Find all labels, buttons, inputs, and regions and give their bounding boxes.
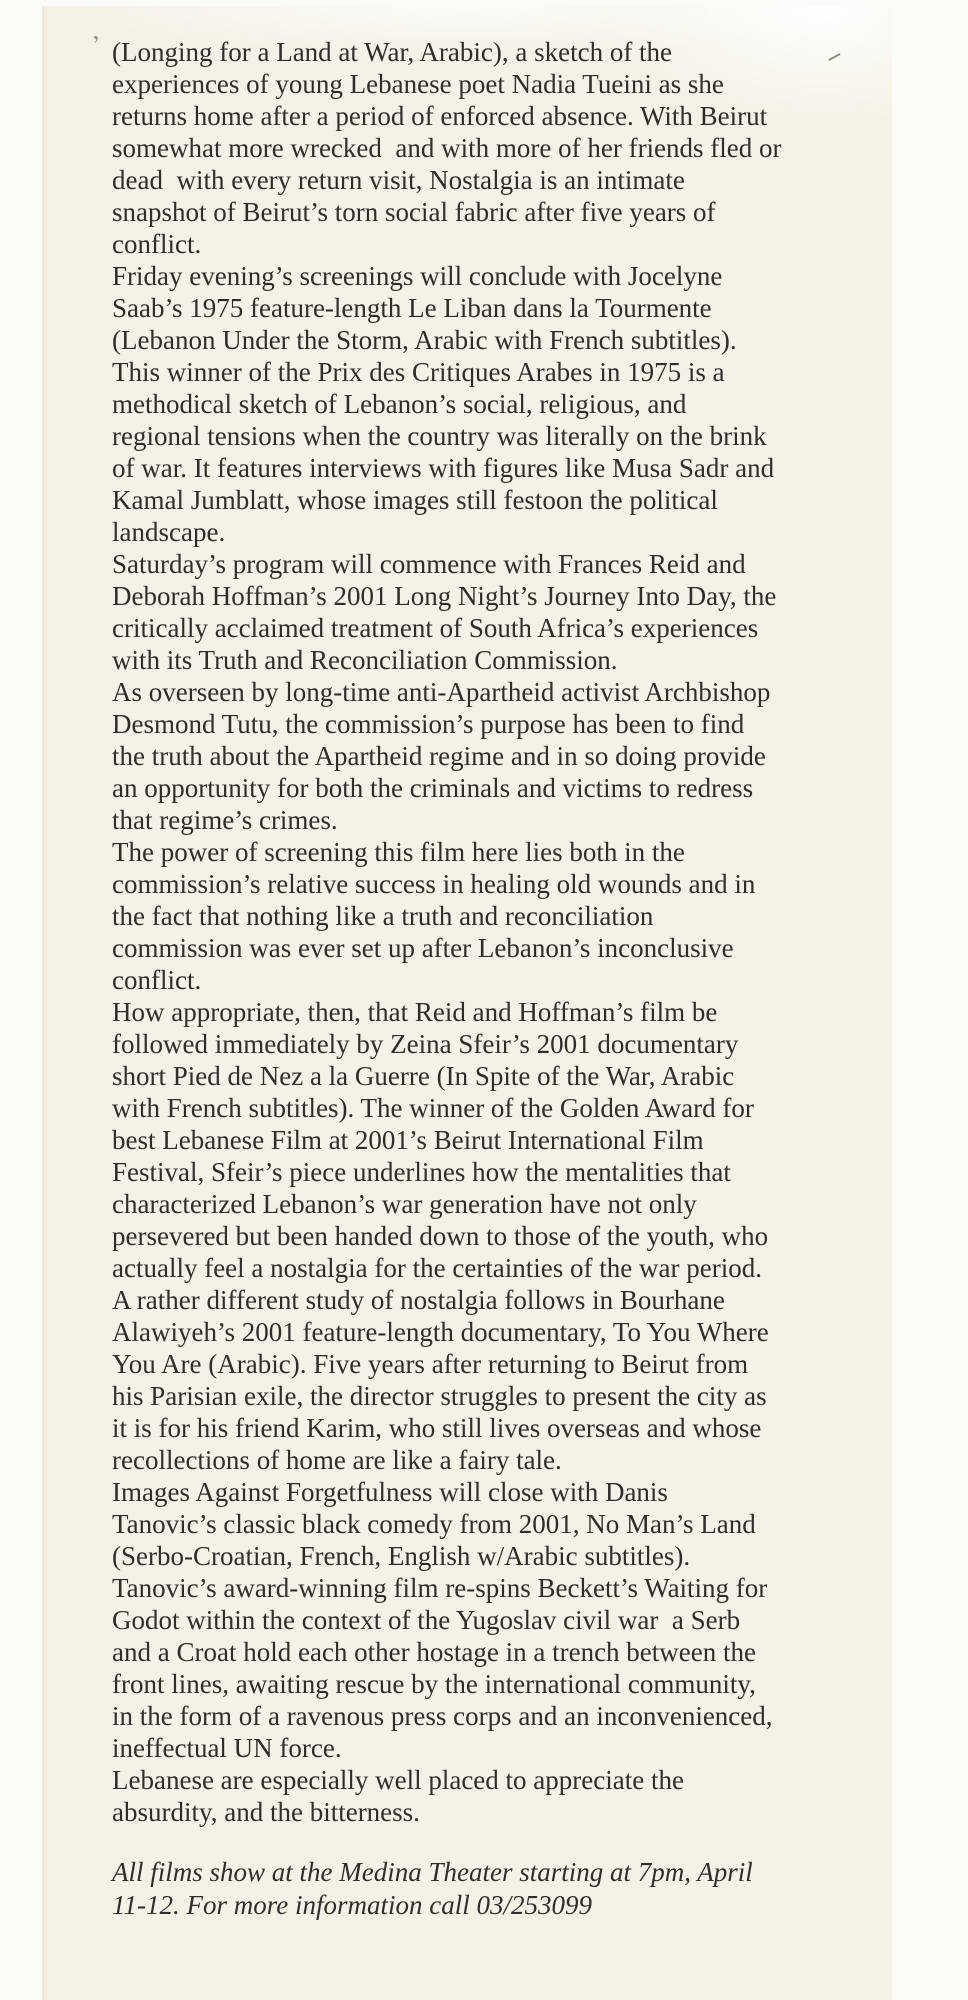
text-line: it is for his friend Karim, who still lives overseas and whose bbox=[112, 1413, 762, 1443]
text-line: Saturday’s program will commence with Frances Reid and bbox=[112, 549, 746, 579]
text-line: followed immediately by Zeina Sfeir’s 2001 documentary bbox=[112, 1029, 739, 1059]
text-line: with French subtitles). The winner of the Golden Award for bbox=[112, 1093, 754, 1123]
text-line: (Longing for a Land at War, Arabic), a sketch of the bbox=[112, 37, 673, 67]
text-line: conflict. bbox=[112, 965, 202, 995]
text-line: landscape. bbox=[112, 517, 226, 547]
text-line: an opportunity for both the criminals and victims to redress bbox=[112, 773, 754, 803]
paragraph bbox=[112, 1572, 880, 1764]
text-line: best Lebanese Film at 2001’s Beirut International Film bbox=[112, 1125, 704, 1155]
text-line: Alawiyeh’s 2001 feature-length documentary, To You Where bbox=[112, 1317, 769, 1347]
text-line: (Lebanon Under the Storm, Arabic with French subtitles). bbox=[112, 325, 737, 355]
text-line: front lines, awaiting rescue by the international community, bbox=[112, 1669, 756, 1699]
footer-text bbox=[112, 1856, 880, 1922]
text-line: critically acclaimed treatment of South Africa’s experiences bbox=[112, 613, 759, 643]
text-line: Friday evening’s screenings will conclude with Jocelyne bbox=[112, 261, 723, 291]
text-line: his Parisian exile, the director struggles to present the city as bbox=[112, 1381, 767, 1411]
text-line: Kamal Jumblatt, whose images still festoon the political bbox=[112, 485, 718, 515]
footer-line: 11-12. For more information call 03/253099 bbox=[112, 1890, 592, 1920]
text-line: in the form of a ravenous press corps and an inconvenienced, bbox=[112, 1701, 773, 1731]
text-line: conflict. bbox=[112, 229, 202, 259]
paragraph bbox=[112, 1476, 880, 1572]
paragraph bbox=[112, 1764, 880, 1828]
paragraph bbox=[112, 836, 880, 996]
text-line: Images Against Forgetfulness will close with Danis bbox=[112, 1477, 668, 1507]
paragraph bbox=[112, 996, 880, 1284]
paragraph bbox=[112, 260, 880, 548]
text-line: How appropriate, then, that Reid and Hoffman’s film be bbox=[112, 997, 718, 1027]
text-line: commission’s relative success in healing old wounds and in bbox=[112, 869, 756, 899]
paragraph bbox=[112, 1284, 880, 1476]
text-line: Tanovic’s classic black comedy from 2001, No Man’s Land bbox=[112, 1509, 756, 1539]
text-line: with its Truth and Reconciliation Commission. bbox=[112, 645, 618, 675]
text-line: A rather different study of nostalgia follows in Bourhane bbox=[112, 1285, 725, 1315]
text-line: regional tensions when the country was literally on the brink bbox=[112, 421, 767, 451]
text-line: Godot within the context of the Yugoslav civil war a Serb bbox=[112, 1605, 741, 1635]
paragraph bbox=[112, 548, 880, 676]
scan-artifact-mark-icon: ’ bbox=[89, 29, 105, 60]
text-line: Desmond Tutu, the commission’s purpose has been to find bbox=[112, 709, 745, 739]
body-text bbox=[112, 36, 880, 1828]
text-line: Saab’s 1975 feature-length Le Liban dans la Tourmente bbox=[112, 293, 712, 323]
text-line: Lebanese are especially well placed to appreciate the bbox=[112, 1765, 684, 1795]
text-line: ineffectual UN force. bbox=[112, 1733, 342, 1763]
text-line: returns home after a period of enforced absence. With Beirut bbox=[112, 101, 768, 131]
text-line: experiences of young Lebanese poet Nadia Tueini as she bbox=[112, 69, 724, 99]
text-line: persevered but been handed down to those of the youth, who bbox=[112, 1221, 769, 1251]
footer-line: All films show at the Medina Theater starting at 7pm, April bbox=[112, 1857, 753, 1887]
text-line: the fact that nothing like a truth and reconciliation bbox=[112, 901, 654, 931]
text-line: You Are (Arabic). Five years after returning to Beirut from bbox=[112, 1349, 749, 1379]
text-line: that regime’s crimes. bbox=[112, 805, 338, 835]
text-line: methodical sketch of Lebanon’s social, religious, and bbox=[112, 389, 687, 419]
text-line: absurdity, and the bitterness. bbox=[112, 1797, 420, 1827]
text-line: As overseen by long-time anti-Apartheid activist Archbishop bbox=[112, 677, 771, 707]
text-line: somewhat more wrecked and with more of her friends fled or bbox=[112, 133, 782, 163]
text-line: and a Croat hold each other hostage in a trench between the bbox=[112, 1637, 756, 1667]
text-line: dead with every return visit, Nostalgia is an intimate bbox=[112, 165, 685, 195]
text-line: snapshot of Beirut’s torn social fabric after five years of bbox=[112, 197, 716, 227]
text-line: characterized Lebanon’s war generation have not only bbox=[112, 1189, 697, 1219]
text-line: Deborah Hoffman’s 2001 Long Night’s Journey Into Day, the bbox=[112, 581, 777, 611]
text-line: This winner of the Prix des Critiques Arabes in 1975 is a bbox=[112, 357, 725, 387]
text-line: Festival, Sfeir’s piece underlines how the mentalities that bbox=[112, 1157, 731, 1187]
text-line: Tanovic’s award-winning film re-spins Beckett’s Waiting for bbox=[112, 1573, 768, 1603]
text-line: (Serbo-Croatian, French, English w/Arabic subtitles). bbox=[112, 1541, 691, 1571]
text-line: recollections of home are like a fairy tale. bbox=[112, 1445, 562, 1475]
text-line: the truth about the Apartheid regime and in so doing provide bbox=[112, 741, 766, 771]
text-line: short Pied de Nez a la Guerre (In Spite of the War, Arabic bbox=[112, 1061, 735, 1091]
paragraph bbox=[112, 676, 880, 836]
text-line: actually feel a nostalgia for the certainties of the war period. bbox=[112, 1253, 762, 1283]
text-line: commission was ever set up after Lebanon’s inconclusive bbox=[112, 933, 734, 963]
text-line: of war. It features interviews with figures like Musa Sadr and bbox=[112, 453, 775, 483]
paragraph bbox=[112, 36, 880, 260]
text-line: The power of screening this film here lies both in the bbox=[112, 837, 685, 867]
